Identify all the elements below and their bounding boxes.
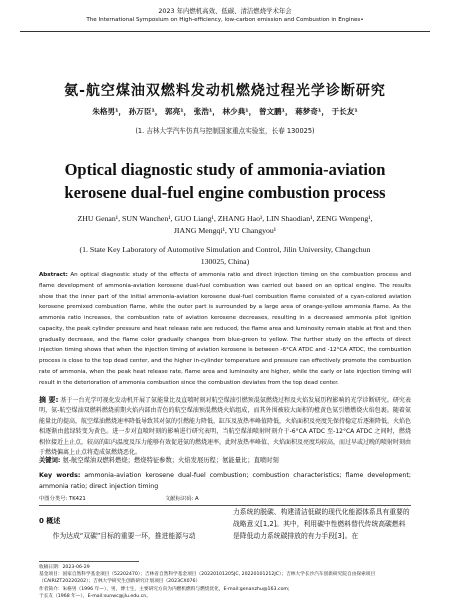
keywords-en	[39, 470, 411, 492]
authors-zh: 朱格男¹， 孙万臣¹， 郭亮¹， 张浩¹， 林少典¹， 曾文鹏¹， 蒋梦奇¹， 于长友¹	[92, 107, 358, 116]
authors-en-line1: ZHU Genan¹, SUN Wanchen¹, GUO Liang¹, ZHANG Hao¹, LIN Shaodian¹, ZENG Wenpeng¹,	[77, 214, 373, 223]
zh-keywords-text: 氨-航空煤油双燃料燃烧；燃烧特征参数；火焰发展历程；氨能量比；直喷时刻	[62, 457, 279, 464]
en-keywords-text: ammonia-aviation kerosene dual-fuel combustion; combustion characteristics; flame development; ammonia ratio; direct injection timing	[39, 472, 412, 490]
title-en	[0, 158, 450, 204]
abstract-zh	[39, 395, 411, 458]
affiliation-en-line2: 130025, China)	[200, 256, 250, 266]
header-rule	[20, 31, 430, 32]
zh-abstract-text: 基于一台光学可视化发动机开展了氨能量比及直喷时刻对航空煤油引燃预混氨燃烧过程及火焰发展历程影响的光学诊断研究。研究表明，氨-航空煤油双燃料燃烧前期火焰内部由青色的航空煤油预混燃烧火焰组成，而其外围被较大面积的橙黄色氨引燃燃烧火焰包裹。随着氨能量比的提高，航空煤油燃烧速率降低导致其对氨的引燃能力降低，缸压及放热率峰值降低，火焰面积及亮度先保持稳定后逐渐降低，火焰色相逐渐由蓝绿转变为黄色。进一步对直喷时刻的影响进行研究表明，当航空煤油喷射时刻介于-6°CA ATDC 至-12°CA ATDC 之间时，燃烧相位接近上止点，较高的缸内温度及压力能够有效促进氨的燃烧速率，此时放热率峰值、火焰面积及亮度均较高，而过早或过晚的喷射时刻由于燃烧偏离上止点将造成氨燃烧恶化。	[39, 397, 412, 457]
title-en-line2: kerosene dual-fuel engine combustion process	[64, 183, 386, 202]
affiliation-en	[50, 244, 400, 267]
intro-left-column: 作为达成“双碳”目标的重要一环，推进能源与动	[52, 532, 196, 540]
footnote-received: 收稿日期：2023-06-29	[39, 565, 90, 570]
header-zh: 2023 年内燃机高效、低碳、清洁燃烧学术年会	[158, 7, 292, 15]
clc-number: 中图分类号: TK421	[39, 496, 86, 502]
title-zh: 氨-航空煤油双燃料发动机燃烧过程光学诊断研究	[64, 83, 386, 99]
zh-keywords-label: 关键词:	[39, 457, 61, 464]
footnote-fund: 基金项目：国家自然科学基金项目（52202470）；吉林省自然科学基金项目（20220101205JC, 20220101212JC）；吉林大学长沙汽车创新研究院自由探索项目（CAIRIZT20220202）；吉林大学研究生创新研究计划项目（2023CX076）	[39, 572, 376, 585]
affiliation-zh: (1. 吉林大学汽车仿真与控制国家重点实验室，长春 130025)	[135, 127, 315, 135]
affiliation-en-line1: (1. State Key Laboratory of Automotive Simulation and Control, Jilin University, Changchun	[79, 245, 371, 254]
authors-en	[60, 213, 390, 236]
header-en: The International Symposium on High-efficiency, low-carbon emission and Combustion in Engines•	[86, 17, 364, 23]
title-en-line1: Optical diagnostic study of ammonia-aviation	[64, 160, 386, 179]
abstract-label: Abstract:	[39, 272, 68, 278]
zh-abstract-label: 摘 要:	[39, 396, 59, 404]
footnote	[39, 564, 411, 600]
document-code: 文献标识码: A	[165, 496, 199, 502]
running-header	[0, 7, 450, 24]
footnote-rule	[39, 561, 139, 562]
footnote-author2: 于长友（1968 年—），E-mail:sunwc@jlu.edu.cn。	[39, 593, 151, 599]
section-heading: 0 概述	[39, 517, 61, 525]
abstract-text: An optical diagnostic study of the effects of ammonia ratio and direct injection timing on the combustion process and flame development of ammonia-aviation kerosene dual-fuel combustion was carried out based on an optical engine. The results show that the inner part of the initial ammonia-aviation kerosene dual-fuel combustion flame consisted of a cyan-colored aviation kerosene premixed combustion flame, while the outer part is surrounded by a large area of orange-yellow ammonia flame. As the ammonia ratio increases, the combustion rate of aviation kerosene decreases, resulting in a decreased ammonia pilot ignition capacity, the peak cylinder pressure and heat release rate are reduced, the flame area and luminosity remain stable at first and then gradually decrease, and the flame color gradually changes from blue-green to yellow. The further study on the effects of direct injection timing shows that when the injection timing of aviation kerosene is between -6°CA ATDC and -12°CA ATDC, the combustion process is close to the top dead center, and the higher in-cylinder temperature and pressure can effectively promote the combustion rate of ammonia, when the peak heat release rate, flame area and luminosity are higher, while the early or late injection timing will result in the deterioration of ammonia combustion since the combustion deviates from the top dead center.	[39, 272, 411, 386]
keywords-zh	[39, 456, 411, 466]
en-keywords-label: Key words:	[39, 472, 81, 479]
footnote-author1: 作者简介：朱格男（1996 年—），男，博士生，主要研究方向为内燃机燃料与燃烧优化，E-mail:genanzhu@163.com;	[39, 586, 290, 592]
authors-en-line2: JIANG Mengqi¹, YU Changyou¹	[173, 225, 277, 235]
intro-right-column: 力系统的脱碳、构建清洁低碳的现代化能源体系具有重要的战略意义[1,2]。其中，利用碳中性燃料替代传统高碳燃料是降低动力系统碳排放的有力手段[3]。在	[233, 508, 410, 540]
abstract-en	[39, 270, 411, 388]
